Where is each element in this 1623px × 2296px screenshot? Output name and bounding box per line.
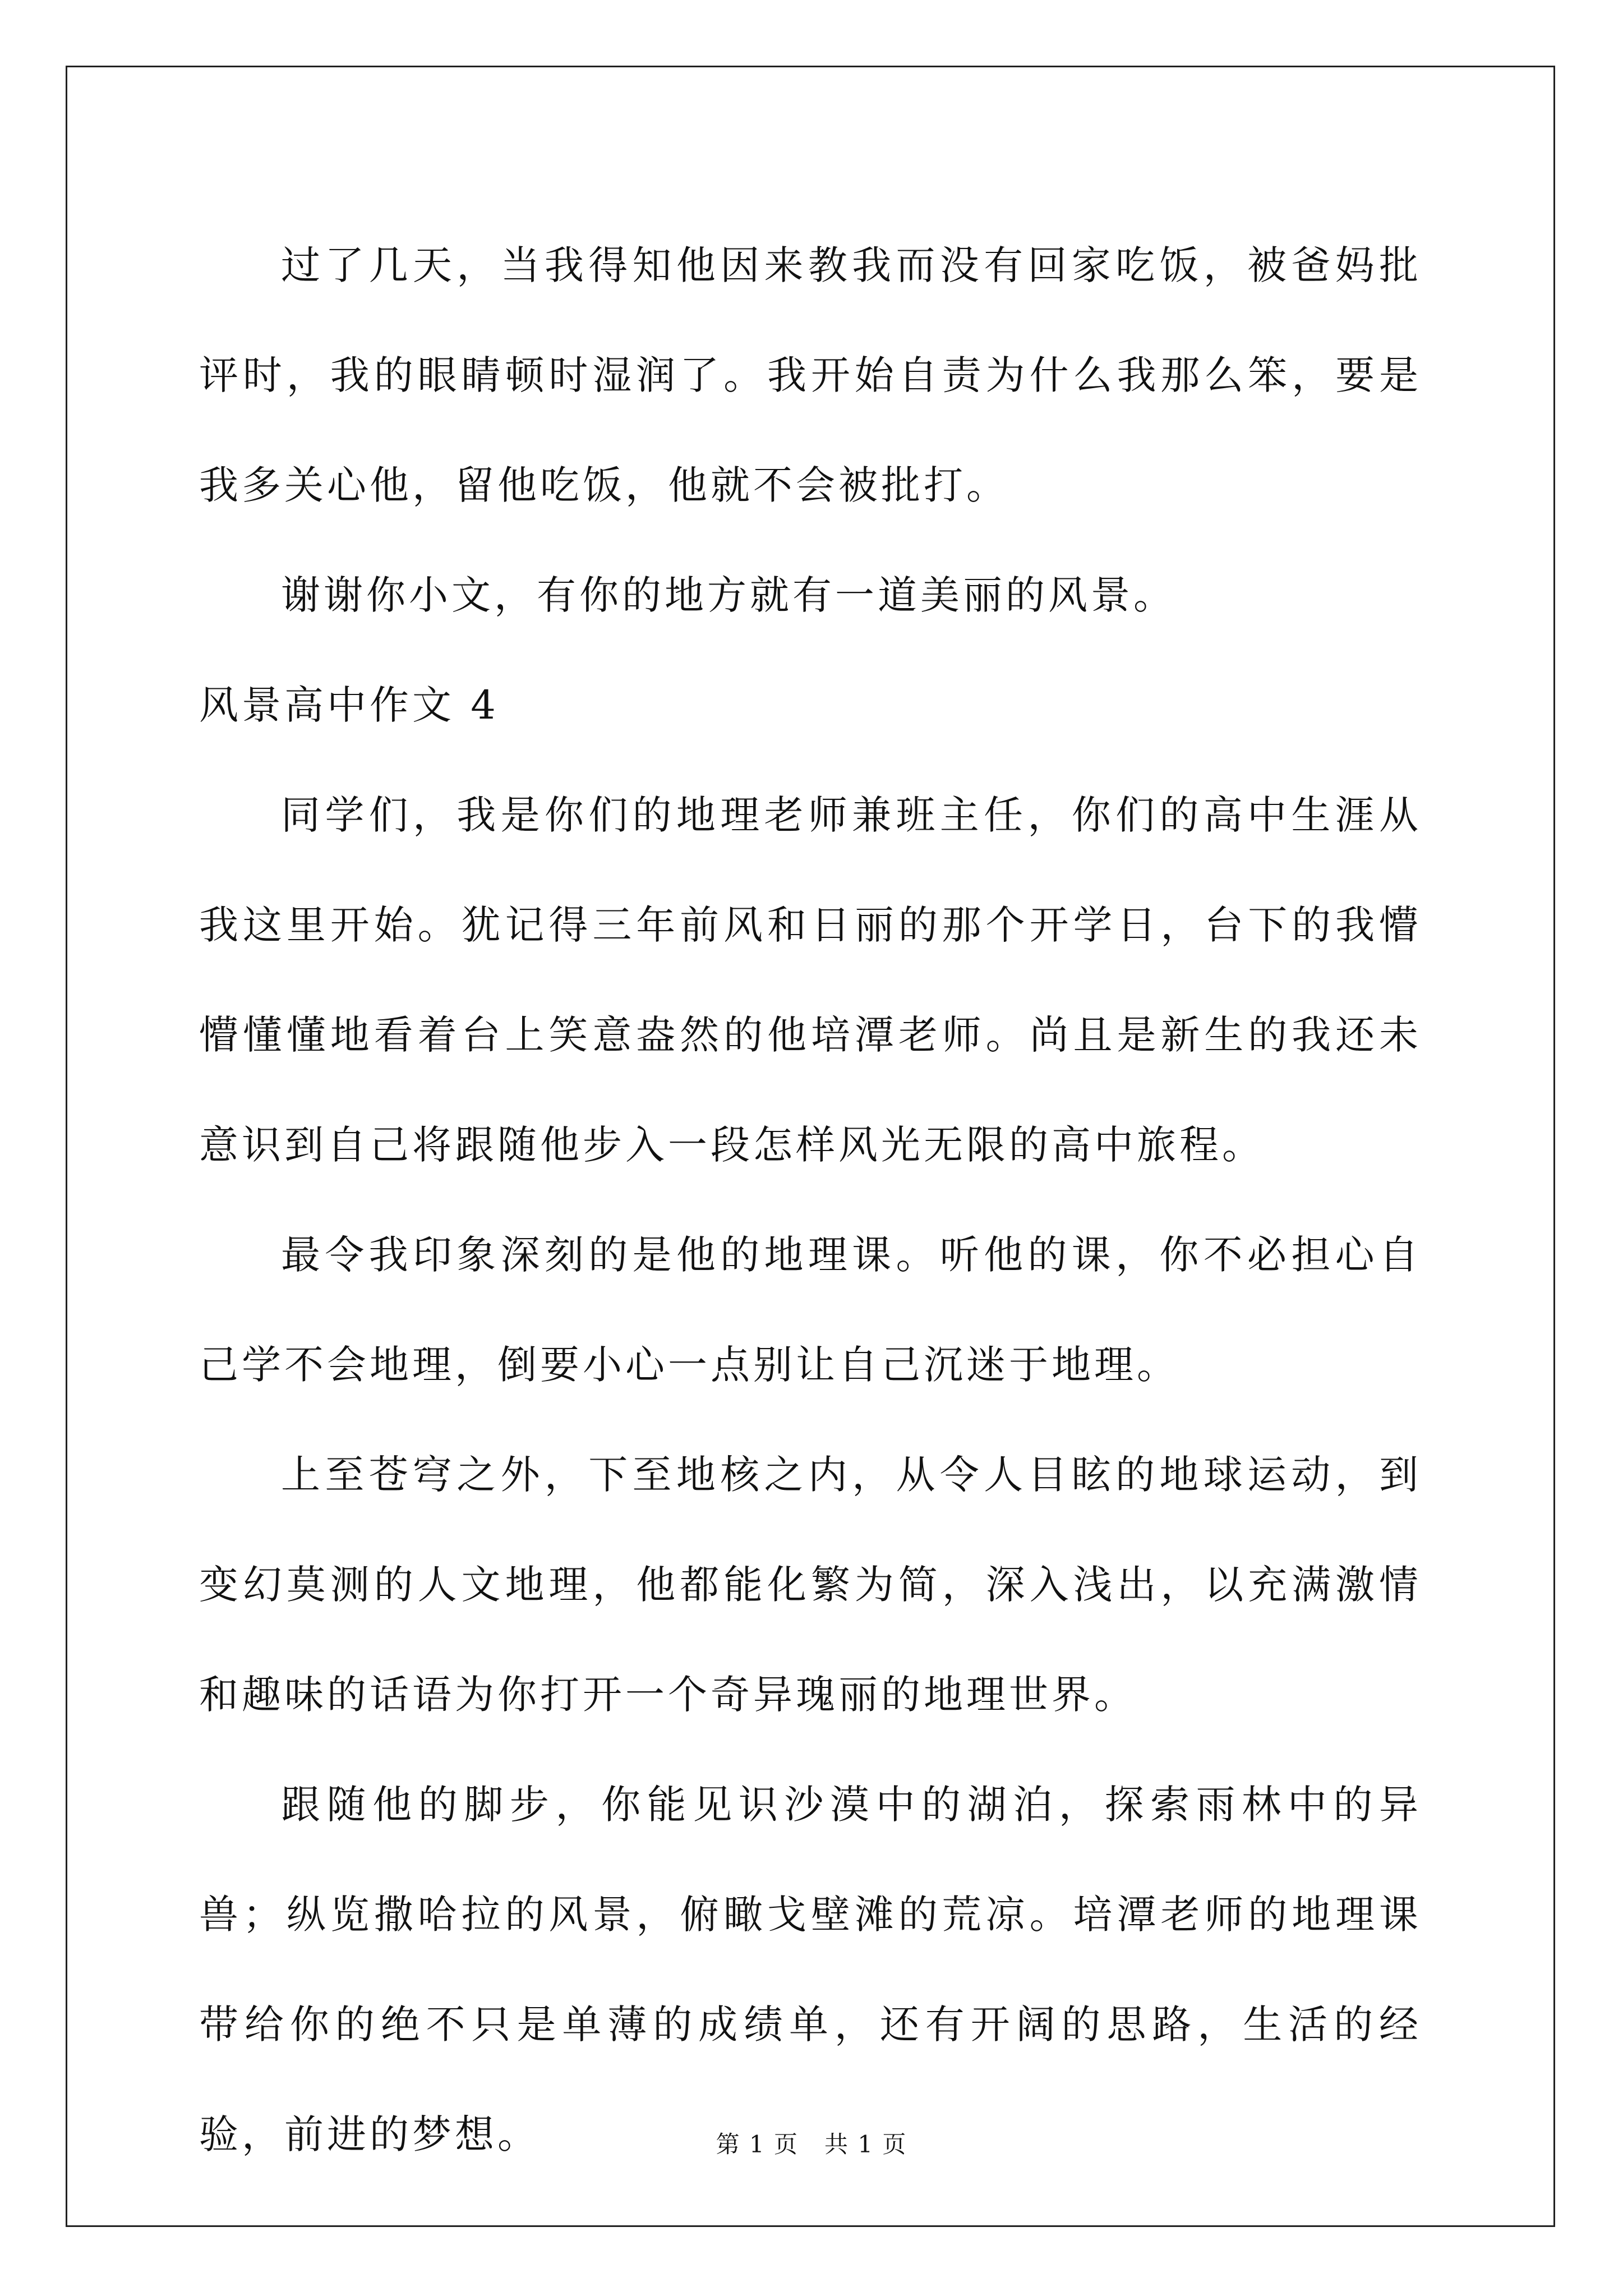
section-heading: 风景高中作文 4 xyxy=(199,682,499,728)
paragraph: 跟随他的脚步，你能见识沙漠中的湖泊，探索雨林中的异兽；纵览撒哈拉的风景，俯瞰戈壁滩的荒凉。培潭老师的地理课带给你的绝不只是单薄的成绩单，还有开阔的思路，生活的经验，前进的梦想。 xyxy=(199,1782,1422,2157)
paragraph: 谢谢你小文，有你的地方就有一道美丽的风景。 xyxy=(281,572,1176,618)
page-number: 第 1 页 xyxy=(716,2131,799,2158)
paragraph: 同学们，我是你们的地理老师兼班主任，你们的高中生涯从我这里开始。犹记得三年前风和日丽的那个开学日，台下的我懵懵懂懂地看着台上笑意盎然的他培潭老师。尚且是新生的我还未意识到自己将跟随他步入一段怎样风光无限的高中旅程。 xyxy=(199,792,1422,1168)
paragraph: 上至苍穹之外，下至地核之内，从令人目眩的地球运动，到变幻莫测的人文地理，他都能化繁为简，深入浅出，以充满激情和趣味的话语为你打开一个奇异瑰丽的地理世界。 xyxy=(199,1452,1422,1718)
paragraph: 最令我印象深刻的是他的地理课。听他的课，你不必担心自己学不会地理，倒要小心一点别让自己沉迷于地理。 xyxy=(199,1232,1422,1388)
document-body xyxy=(199,210,1422,2189)
page-footer xyxy=(0,2128,1623,2161)
page-total: 共 1 页 xyxy=(824,2131,907,2158)
paragraph: 过了几天，当我得知他因来教我而没有回家吃饭，被爸妈批评时，我的眼睛顿时湿润了。我开始自责为什么我那么笨，要是我多关心他，留他吃饭，他就不会被批打。 xyxy=(199,242,1422,508)
